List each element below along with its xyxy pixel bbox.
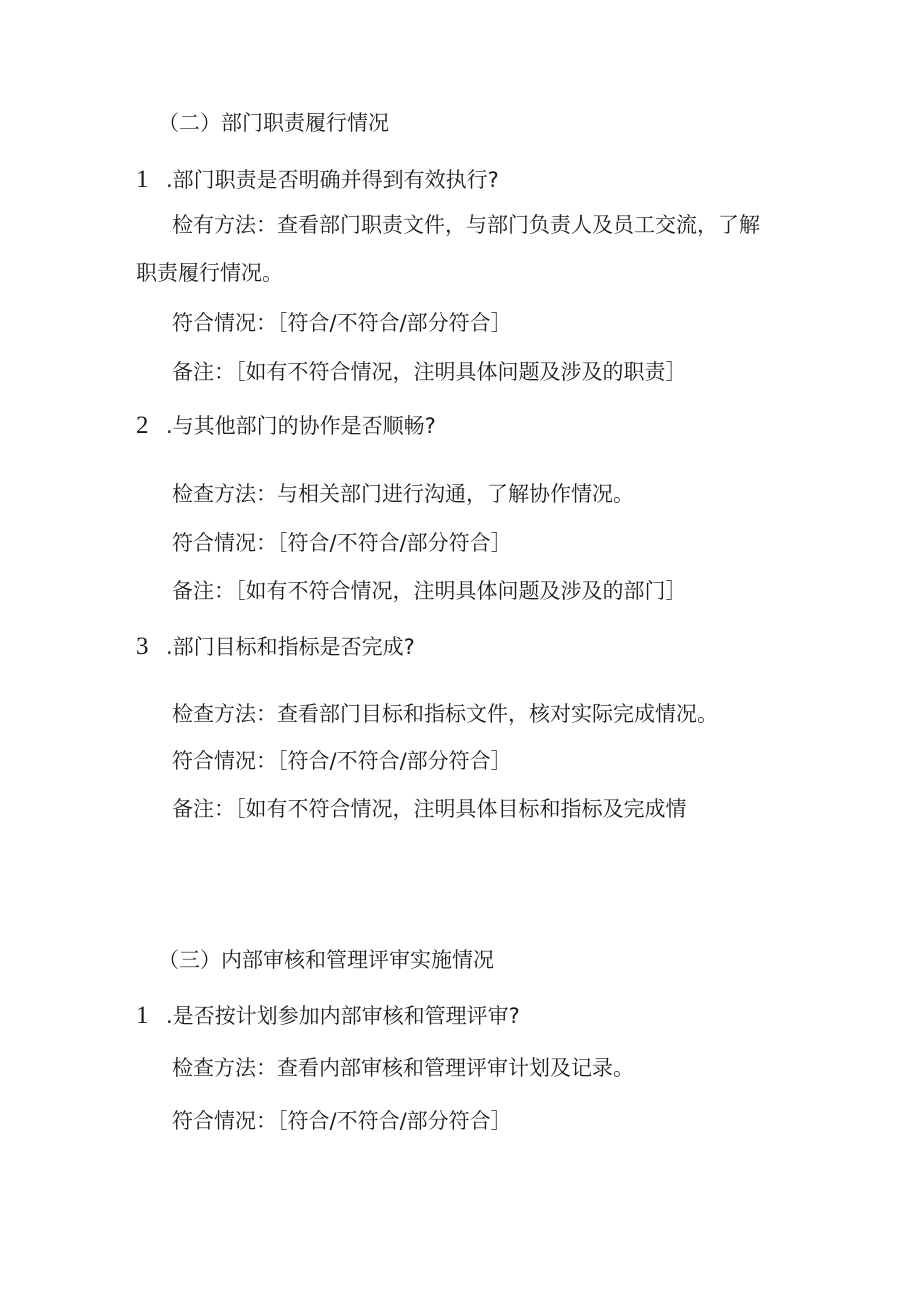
item-question bbox=[136, 634, 415, 659]
compliance-status: 符合情况：［符合/不符合/部分符合］ bbox=[172, 749, 512, 773]
section-heading: （三）内部审核和管理评审实施情况 bbox=[158, 948, 494, 972]
check-method: 检查方法：与相关部门进行沟通，了解协作情况。 bbox=[172, 482, 634, 506]
check-method: 检查方法：查看内部审核和管理评审计划及记录。 bbox=[172, 1056, 634, 1080]
compliance-status: 符合情况：［符合/不符合/部分符合］ bbox=[172, 531, 512, 555]
item-number: 2 bbox=[136, 412, 149, 439]
check-method: 检查方法：查看部门目标和指标文件，核对实际完成情况。 bbox=[172, 702, 718, 726]
question-text: .部门目标和指标是否完成? bbox=[166, 635, 415, 659]
item-question bbox=[136, 167, 499, 192]
remark: 备注：［如有不符合情况，注明具体问题及涉及的部门］ bbox=[172, 579, 687, 603]
section-heading: （二）部门职责履行情况 bbox=[158, 111, 389, 135]
question-text: .与其他部门的协作是否顺畅? bbox=[166, 414, 436, 438]
item-number: 1 bbox=[136, 1002, 149, 1029]
compliance-status: 符合情况：［符合/不符合/部分符合］ bbox=[172, 1109, 512, 1133]
compliance-status: 符合情况：［符合/不符合/部分符合］ bbox=[172, 311, 512, 335]
item-number: 3 bbox=[136, 633, 149, 660]
question-text: .部门职责是否明确并得到有效执行? bbox=[166, 168, 499, 192]
item-question bbox=[136, 1003, 520, 1028]
item-question bbox=[136, 413, 436, 438]
check-method-continued: 职责履行情况。 bbox=[136, 261, 283, 285]
check-method: 检有方法：查看部门职责文件，与部门负责人及员工交流，了解 bbox=[172, 213, 760, 237]
question-text: .是否按计划参加内部审核和管理评审? bbox=[166, 1004, 520, 1028]
remark: 备注：［如有不符合情况，注明具体问题及涉及的职责］ bbox=[172, 360, 687, 384]
remark: 备注：［如有不符合情况，注明具体目标和指标及完成情 bbox=[172, 797, 687, 821]
item-number: 1 bbox=[136, 166, 149, 193]
